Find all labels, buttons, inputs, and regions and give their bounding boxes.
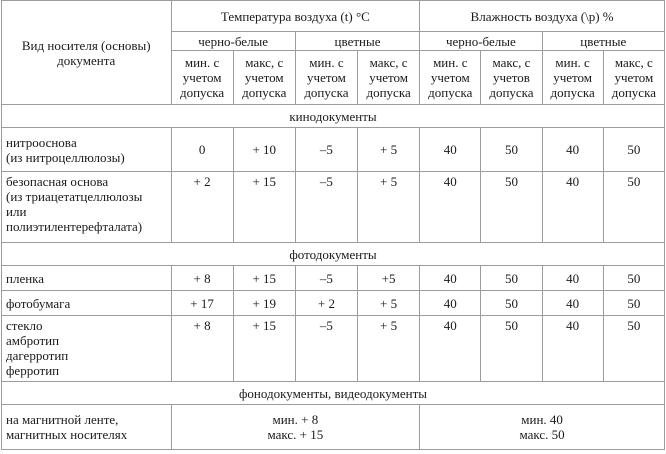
cell-value: + 5 [358, 291, 420, 316]
header-temp-bw-min: мин. с учетом допуска [171, 51, 233, 105]
row-name: на магнитной ленте, магнитных носителях [2, 405, 172, 450]
cell-value: 50 [603, 266, 664, 291]
header-hum-color-min: мин. с учетом допуска [542, 51, 603, 105]
header-temp-bw: черно-белые [171, 32, 295, 51]
section-photo: фотодокументы [2, 243, 665, 266]
cell-value: 50 [603, 128, 664, 172]
header-temp-color: цветные [295, 32, 419, 51]
header-air-humidity: Влажность воздуха (\р) % [420, 1, 665, 32]
cell-value: + 8 [171, 316, 233, 382]
row-name: фотобумага [2, 291, 172, 316]
cell-value: –5 [295, 266, 357, 291]
cell-value: 50 [481, 128, 542, 172]
cell-value: 50 [603, 316, 664, 382]
row-name: нитроосновa (из нитроцеллюлозы) [2, 128, 172, 172]
cell-value: 40 [420, 128, 481, 172]
cell-value: + 5 [358, 172, 420, 243]
cell-value: + 5 [358, 316, 420, 382]
cell-value: + 17 [171, 291, 233, 316]
cell-value: 40 [542, 128, 603, 172]
storage-conditions-table [1, 0, 665, 450]
cell-value: 50 [481, 291, 542, 316]
table-row [2, 291, 665, 316]
row-name: пленка [2, 266, 172, 291]
cell-value: 40 [420, 316, 481, 382]
header-hum-bw-min: мин. с учетом допуска [420, 51, 481, 105]
cell-value: + 19 [233, 291, 295, 316]
cell-value: –5 [295, 172, 357, 243]
row-name: безопасная основа (из триацетатцеллюлозы или полиэтилентерефталата) [2, 172, 172, 243]
cell-value: –5 [295, 128, 357, 172]
cell-value: 40 [542, 172, 603, 243]
cell-value: + 2 [171, 172, 233, 243]
cell-value: 0 [171, 128, 233, 172]
header-hum-color-max: макс, с учетом допуска [603, 51, 664, 105]
cell-value: 50 [603, 291, 664, 316]
section-kino: кинодокументы [2, 105, 665, 128]
cell-value: 40 [542, 266, 603, 291]
cell-value: 40 [420, 266, 481, 291]
cell-value: + 15 [233, 316, 295, 382]
table-row [2, 266, 665, 291]
cell-value: + 10 [233, 128, 295, 172]
header-carrier-type: Вид носителя (основы) документа [2, 1, 172, 105]
header-temp-bw-max: макс, с учетом допуска [233, 51, 295, 105]
cell-value: 40 [542, 291, 603, 316]
table-row [2, 316, 665, 382]
cell-value: 40 [542, 316, 603, 382]
table-row [2, 172, 665, 243]
cell-temp-range: мин. + 8 макс. + 15 [171, 405, 420, 450]
table-row [2, 128, 665, 172]
cell-value: 50 [603, 172, 664, 243]
cell-value: 40 [420, 291, 481, 316]
cell-value: + 2 [295, 291, 357, 316]
cell-value: 50 [481, 172, 542, 243]
header-hum-bw-max: макс, с учетов допуска [481, 51, 542, 105]
header-hum-bw: черно-белые [420, 32, 542, 51]
section-phono: фонодокументы, видеодокументы [2, 382, 665, 405]
cell-value: + 15 [233, 172, 295, 243]
cell-humidity-range: мин. 40 макс. 50 [420, 405, 665, 450]
cell-value: +5 [358, 266, 420, 291]
header-air-temperature: Температура воздуха (t) °С [171, 1, 420, 32]
cell-value: 50 [481, 266, 542, 291]
row-name: стекло амбротип дагерротип ферротип [2, 316, 172, 382]
header-temp-color-max: макс, с учетом допуска [358, 51, 420, 105]
cell-value: + 5 [358, 128, 420, 172]
cell-value: 40 [420, 172, 481, 243]
cell-value: 50 [481, 316, 542, 382]
cell-value: + 8 [171, 266, 233, 291]
header-hum-color: цветные [542, 32, 664, 51]
cell-value: + 15 [233, 266, 295, 291]
cell-value: –5 [295, 316, 357, 382]
table-row [2, 405, 665, 450]
header-temp-color-min: мин. с учетом допуска [295, 51, 357, 105]
